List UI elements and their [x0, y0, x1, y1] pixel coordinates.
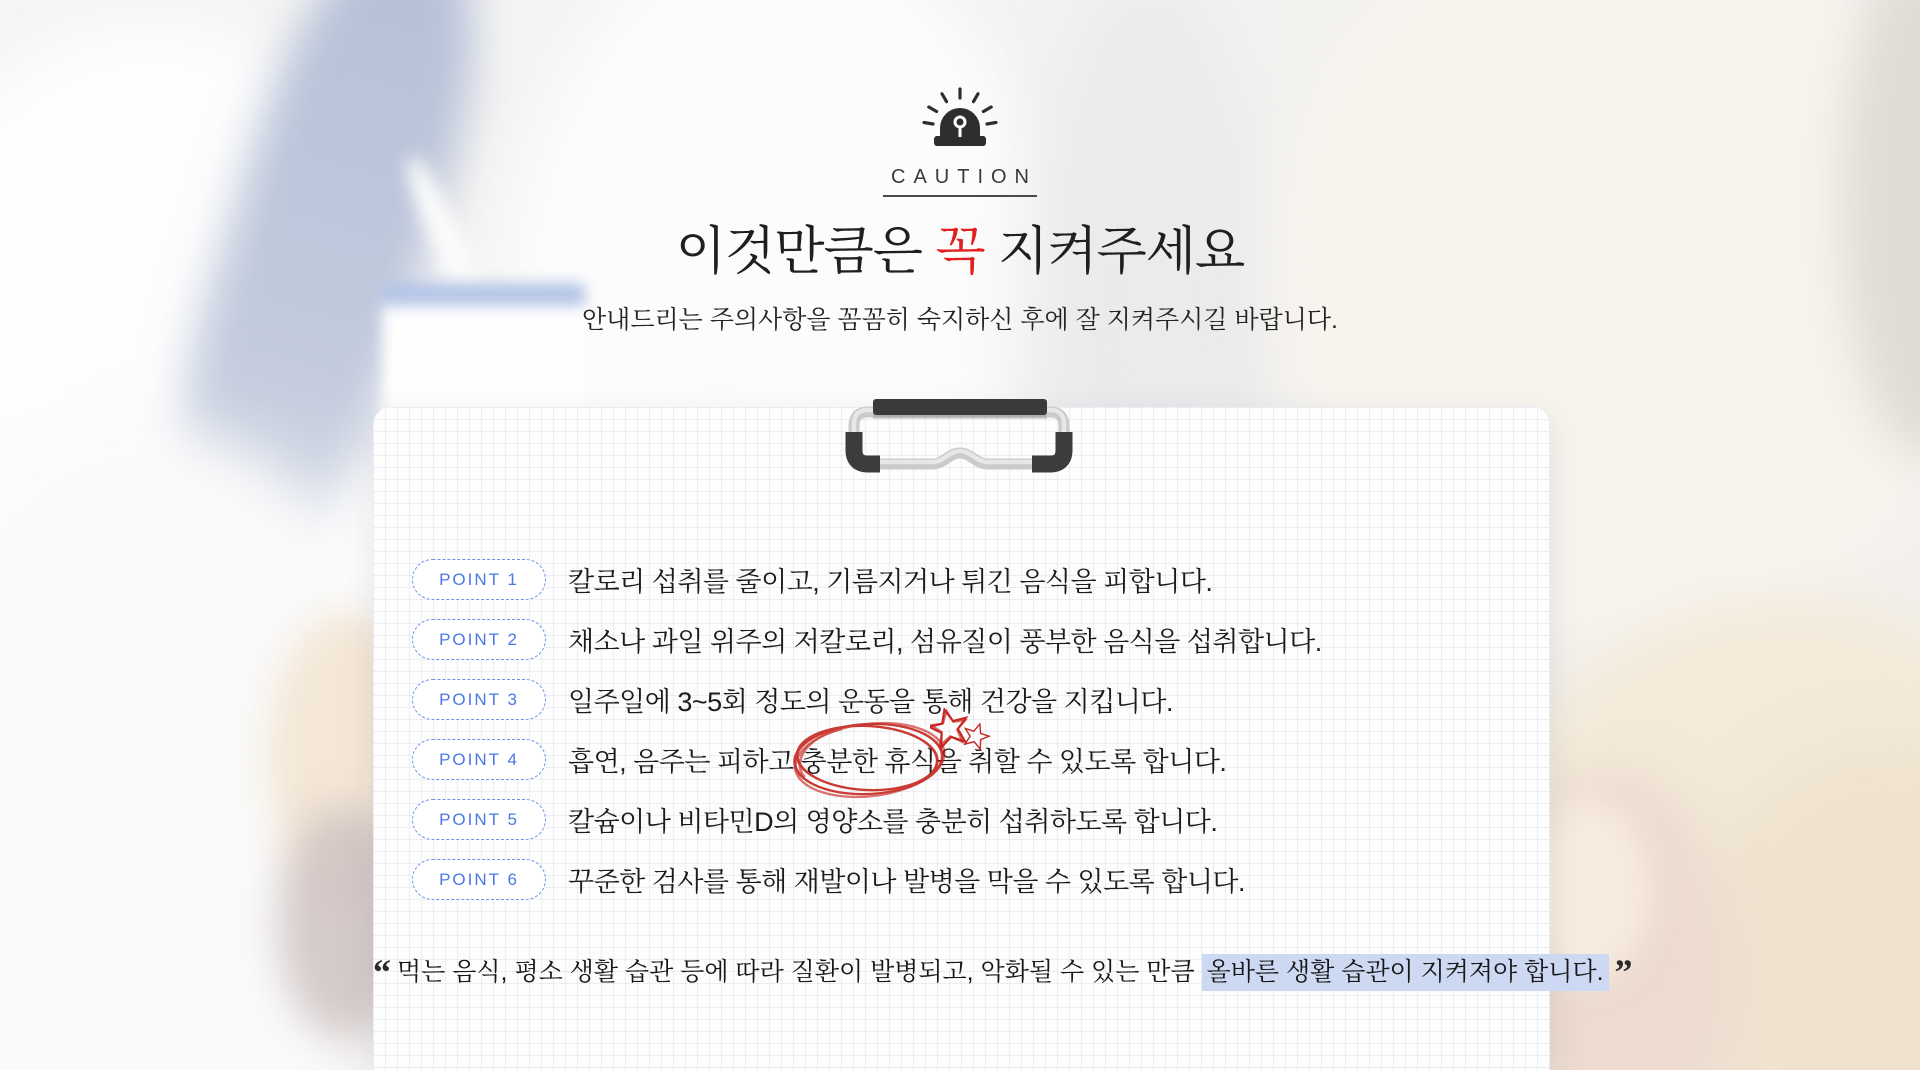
point-row-2: [412, 619, 1322, 660]
siren-icon: [915, 80, 1005, 160]
point-text-5: 칼슘이나 비타민D의 영양소를 충분히 섭취하도록 합니다.: [568, 807, 1218, 837]
point-text-3: 일주일에 3~5회 정도의 운동을 통해 건강을 지킵니다.: [568, 687, 1173, 717]
point4-post: 을 취할 수 있도록 합니다.: [935, 747, 1227, 777]
close-quote-mark: ”: [1614, 952, 1633, 992]
point-text-6: 꾸준한 검사를 통해 재발이나 발병을 막을 수 있도록 합니다.: [568, 867, 1245, 897]
clipboard-clip-icon: [834, 396, 1084, 478]
point-row-6: [412, 859, 1322, 900]
title-pre: 이것만큼은: [675, 223, 936, 281]
point-text-2: 채소나 과일 위주의 저칼로리, 섬유질이 풍부한 음식을 섭취합니다.: [568, 627, 1322, 657]
point4-circled-label: 충분한 휴식: [800, 747, 936, 777]
points-list: [412, 559, 1322, 919]
quote-pre: 먹는 음식, 평소 생활 습관 등에 따라 질환이 발병되고, 악화될 수 있는 만큼: [397, 958, 1202, 986]
point-badge-4: POINT 4: [412, 739, 546, 780]
title-emphasis: 꼭: [935, 223, 985, 281]
point-badge-5: POINT 5: [412, 799, 546, 840]
point-row-5: [412, 799, 1322, 840]
bottom-quote: [373, 952, 1633, 992]
point-badge-6: POINT 6: [412, 859, 546, 900]
point-badge-2: POINT 2: [412, 619, 546, 660]
point-badge-3: POINT 3: [412, 679, 546, 720]
point4-circled-text: [801, 740, 936, 779]
caution-label: CAUTION: [0, 166, 1920, 197]
point-row-1: [412, 559, 1322, 600]
point-badge-1: POINT 1: [412, 559, 546, 600]
page-subtitle: 안내드리는 주의사항을 꼼꼼히 숙지하신 후에 잘 지켜주시길 바랍니다.: [582, 306, 1338, 334]
quote-highlight: 올바른 생활 습관이 지켜져야 합니다.: [1202, 954, 1609, 991]
title-post: 지켜주세요: [984, 223, 1245, 281]
point4-pre: 흡연, 음주는 피하고: [568, 747, 801, 777]
open-quote-mark: “: [373, 952, 391, 992]
notice-card: [373, 407, 1633, 1070]
point-text-1: 칼로리 섭취를 줄이고, 기름지거나 튀긴 음식을 피합니다.: [568, 567, 1213, 597]
point-row-3: [412, 679, 1322, 720]
point-text-4: [568, 740, 1226, 779]
page-title: [0, 222, 1920, 282]
point-row-4: [412, 739, 1322, 780]
